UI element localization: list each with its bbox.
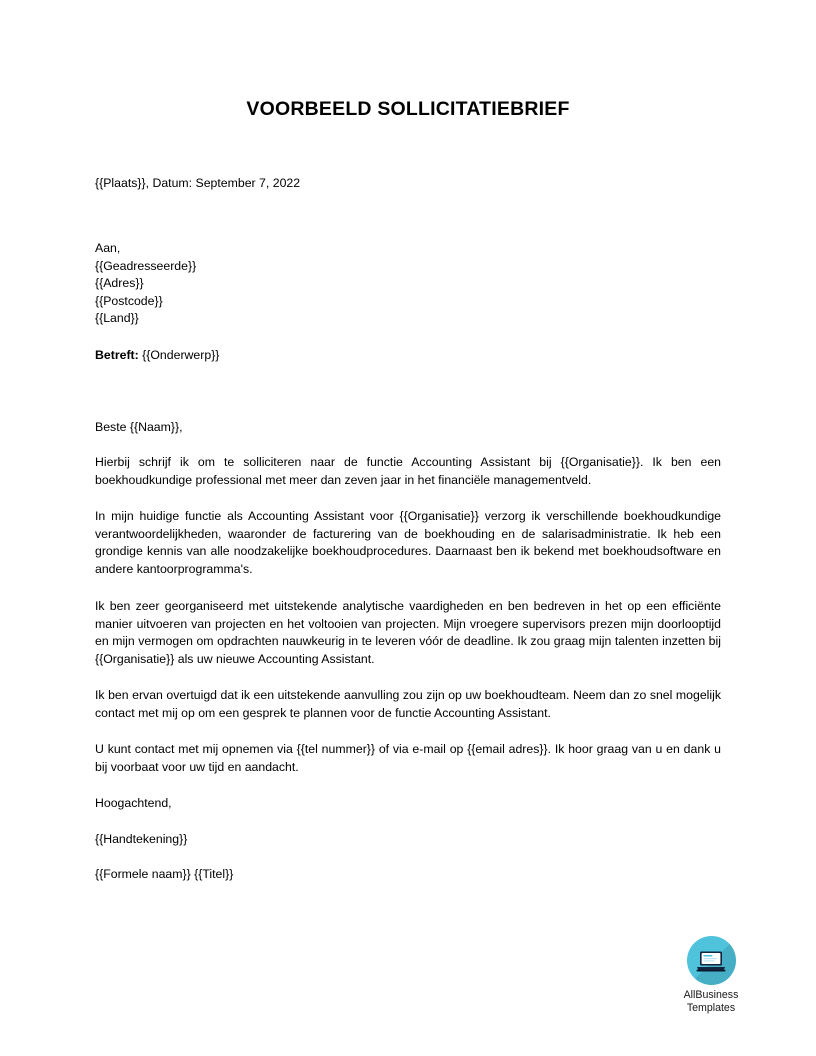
page-title: VOORBEELD SOLLICITATIEBRIEF [246, 98, 570, 120]
brand-caption-line1: AllBusiness [683, 989, 739, 1001]
salutation: Beste {{Naam}}, [95, 420, 183, 434]
signature-placeholder: {{Handtekening}} [95, 832, 188, 846]
address-line-recipient: {{Geadresseerde}} [95, 258, 197, 273]
address-line-salutation: Aan, [95, 241, 121, 255]
body-paragraph-4: Ik ben ervan overtuigd dat ik een uitstekende aanvulling zou zijn op uw boekhoudteam. Neem dan zo snel mogelijk contact met mij op om een gesprek te plannen voor de functie Accounting Assistant. [95, 688, 721, 720]
signer-name-line: {{Formele naam}} {{Titel}} [95, 867, 234, 881]
subject-value: {{Onderwerp}} [142, 348, 220, 362]
address-line-country: {{Land}} [95, 311, 139, 326]
closing-line: Hoogachtend, [95, 796, 172, 810]
brand-caption-line2: Templates [686, 1001, 736, 1014]
date-line: {{Plaats}}, Datum: September 7, 2022 [95, 176, 301, 190]
subject-line [95, 347, 219, 365]
body-paragraph-1: Hierbij schrijf ik om te solliciteren naar de functie Accounting Assistant bij {{Organisatie}}. Ik ben een boekhoudkundige professional met meer dan zeven jaar in het financiële managementveld. [95, 455, 721, 487]
body-paragraph-2: In mijn huidige functie als Accounting Assistant voor {{Organisatie}} verzorg ik verschillende boekhoudkundige verantwoordelijkheden, waaronder de facturering van de boekhouding en de salarisadministratie. Ik heb een grondige kennis van alle noodzakelijke boekhoudprocedures. Daarnaast ben ik bekend met boekhoudsoftware en andere kantoorprogramma's. [95, 509, 721, 576]
brand-caption [676, 989, 746, 1014]
body-paragraph-5: U kunt contact met mij opnemen via {{tel nummer}} of via e-mail op {{email adres}}. Ik hoor graag van u en dank u bij voorbaat voor uw tijd en aandacht. [95, 742, 721, 774]
subject-label: Betreft: [95, 348, 139, 362]
footer-brand-logo [676, 936, 746, 1014]
logo-circle [687, 936, 736, 985]
body-paragraph-3: Ik ben zeer georganiseerd met uitstekende analytische vaardigheden en ben bedreven in het op een efficiënte manier uitvoeren van projecten en het voltooien van projecten. Mijn vroegere supervisors prezen mijn doorlooptijd en mijn vermogen om opdrachten nauwkeurig in te leveren vóór de deadline. Ik zou graag mijn talenten inzetten bij {{Organisatie}} als uw nieuwe Accounting Assistant. [95, 599, 721, 666]
address-line-street: {{Adres}} [95, 276, 144, 291]
laptop-icon [696, 950, 726, 972]
address-line-postcode: {{Postcode}} [95, 293, 163, 308]
recipient-address-block [95, 240, 196, 328]
